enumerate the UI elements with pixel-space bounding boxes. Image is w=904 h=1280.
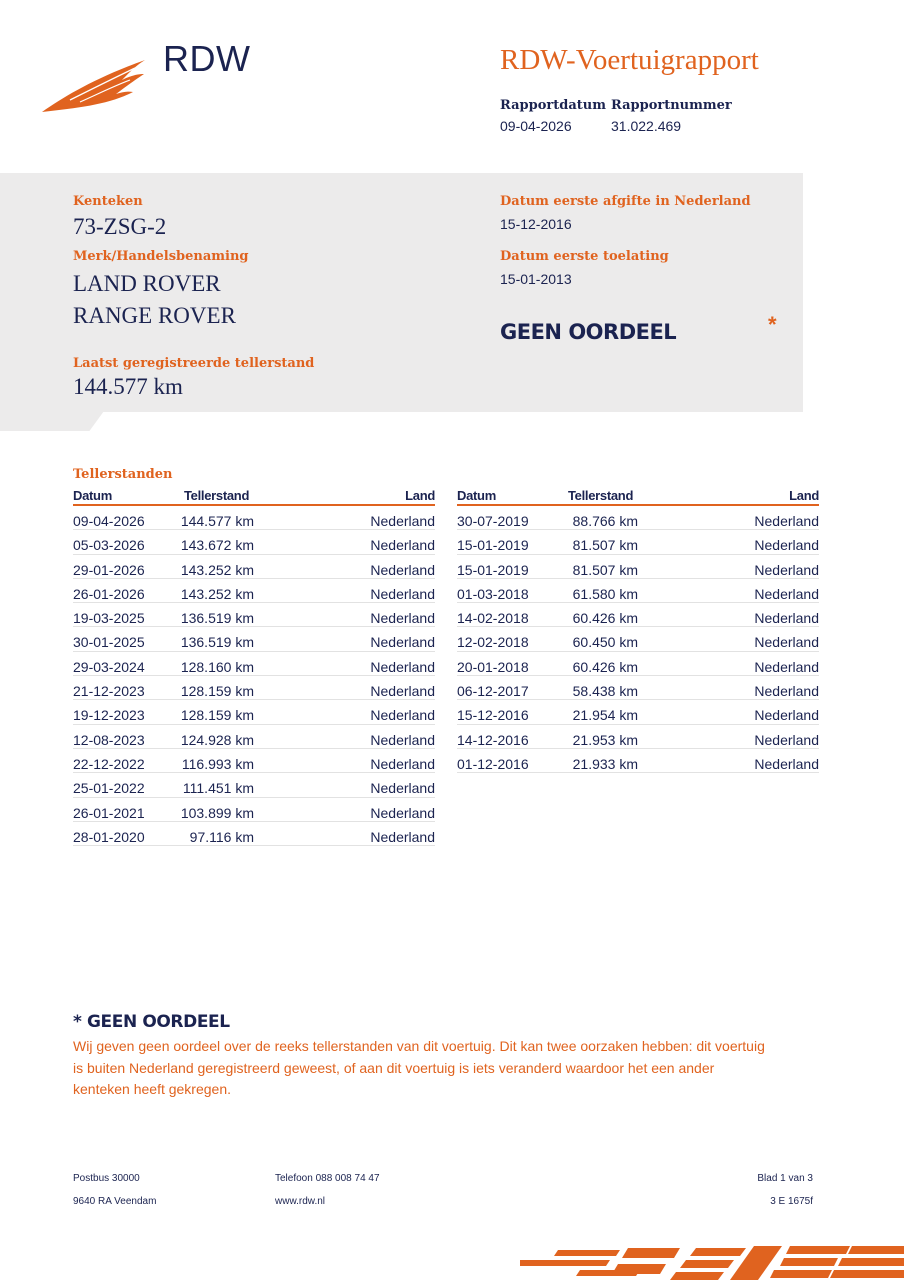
table-row bbox=[457, 506, 819, 530]
row-odometer: 128.159 km bbox=[180, 683, 254, 700]
row-country: Nederland bbox=[370, 513, 435, 529]
footer-page: Blad 1 van 3 bbox=[757, 1173, 813, 1184]
row-date: 15-01-2019 bbox=[457, 561, 529, 578]
row-date: 29-03-2024 bbox=[73, 658, 145, 675]
row-odometer: 60.426 km bbox=[572, 658, 638, 675]
row-country: Nederland bbox=[370, 610, 435, 627]
row-date: 01-12-2016 bbox=[457, 755, 529, 772]
odometer-value: 144.577 km bbox=[73, 374, 183, 399]
row-country: Nederland bbox=[370, 683, 435, 700]
row-odometer: 136.519 km bbox=[180, 610, 254, 627]
row-date: 29-01-2026 bbox=[73, 561, 145, 578]
row-country: Nederland bbox=[754, 658, 819, 675]
row-date: 30-01-2025 bbox=[73, 634, 145, 651]
footer-postbus: Postbus 30000 bbox=[73, 1173, 140, 1184]
row-odometer: 136.519 km bbox=[180, 634, 254, 651]
table-header bbox=[457, 488, 819, 506]
row-odometer: 103.899 km bbox=[180, 804, 254, 821]
row-date: 06-12-2017 bbox=[457, 683, 529, 700]
table-row bbox=[73, 530, 435, 554]
row-date: 26-01-2021 bbox=[73, 804, 145, 821]
table-row bbox=[457, 627, 819, 651]
table-row bbox=[457, 700, 819, 724]
row-odometer: 21.953 km bbox=[572, 731, 638, 748]
report-date: 09-04-2026 bbox=[500, 118, 572, 134]
table-row bbox=[457, 652, 819, 676]
row-date: 12-08-2023 bbox=[73, 731, 145, 748]
first-admission-value: 15-01-2013 bbox=[500, 271, 572, 287]
row-date: 30-07-2019 bbox=[457, 513, 529, 529]
report-number-label: Rapportnummer bbox=[611, 98, 732, 113]
table-row bbox=[457, 555, 819, 579]
row-odometer: 88.766 km bbox=[572, 513, 638, 529]
row-country: Nederland bbox=[370, 731, 435, 748]
row-country: Nederland bbox=[754, 610, 819, 627]
verdict-label: GEEN OORDEEL bbox=[500, 320, 677, 344]
footer-phone: Telefoon 088 008 74 47 bbox=[275, 1173, 380, 1184]
brand-name: RDW bbox=[163, 38, 251, 79]
footnote-text: Wij geven geen oordeel over de reeks tellerstanden van dit voertuig. Dit kan twee oorzaken hebben: dit voertuig is buiten Nederland geregistreerd geweest, of aan dit voertuig is iets veranderd waardoor het een ander kenteken heeft gekregen. bbox=[73, 1038, 765, 1097]
row-country: Nederland bbox=[754, 513, 819, 529]
row-date: 20-01-2018 bbox=[457, 658, 529, 675]
row-country: Nederland bbox=[370, 561, 435, 578]
readings-table-left bbox=[73, 488, 435, 846]
row-country: Nederland bbox=[370, 828, 435, 845]
row-country: Nederland bbox=[370, 585, 435, 602]
table-row bbox=[73, 725, 435, 749]
table-row bbox=[73, 676, 435, 700]
row-odometer: 144.577 km bbox=[180, 513, 254, 529]
table-row bbox=[457, 725, 819, 749]
report-title: RDW-Voertuigrapport bbox=[500, 44, 759, 76]
row-country: Nederland bbox=[754, 634, 819, 651]
table-row bbox=[73, 749, 435, 773]
first-issue-nl-label: Datum eerste afgifte in Nederland bbox=[500, 194, 751, 209]
row-date: 15-12-2016 bbox=[457, 707, 529, 724]
row-odometer: 111.451 km bbox=[182, 780, 254, 797]
row-odometer: 81.507 km bbox=[572, 537, 638, 554]
row-odometer: 124.928 km bbox=[180, 731, 254, 748]
rdw-stripes-icon bbox=[520, 1244, 904, 1280]
plate-value: 73-ZSG-2 bbox=[73, 214, 167, 239]
row-odometer: 116.993 km bbox=[181, 755, 254, 772]
row-date: 15-01-2019 bbox=[457, 537, 529, 554]
row-date: 09-04-2026 bbox=[73, 513, 145, 529]
row-country: Nederland bbox=[754, 707, 819, 724]
col-odometer-header: Tellerstand bbox=[568, 488, 634, 503]
row-country: Nederland bbox=[754, 731, 819, 748]
report-date-label: Rapportdatum bbox=[500, 98, 606, 113]
panel-tab-decoration bbox=[0, 411, 104, 431]
row-date: 28-01-2020 bbox=[73, 828, 145, 845]
row-country: Nederland bbox=[370, 658, 435, 675]
table-row bbox=[73, 798, 435, 822]
row-country: Nederland bbox=[754, 561, 819, 578]
row-odometer: 21.954 km bbox=[572, 707, 638, 724]
table-row bbox=[73, 579, 435, 603]
report-number: 31.022.469 bbox=[611, 118, 682, 134]
table-row bbox=[73, 822, 435, 846]
row-country: Nederland bbox=[370, 707, 435, 724]
table-row bbox=[457, 579, 819, 603]
row-odometer: 128.159 km bbox=[180, 707, 254, 724]
row-country: Nederland bbox=[754, 537, 819, 554]
readings-table-right bbox=[457, 488, 819, 773]
footnote-title: * GEEN OORDEEL bbox=[73, 1012, 230, 1032]
make-label: Merk/Handelsbenaming bbox=[73, 249, 249, 264]
row-country: Nederland bbox=[754, 683, 819, 700]
verdict-footnote-marker: * bbox=[768, 312, 777, 337]
table-row bbox=[457, 603, 819, 627]
table-row bbox=[73, 555, 435, 579]
footer-city: 9640 RA Veendam bbox=[73, 1196, 157, 1207]
row-date: 19-12-2023 bbox=[73, 707, 145, 724]
report-date-block bbox=[500, 98, 606, 134]
table-row bbox=[73, 652, 435, 676]
row-country: Nederland bbox=[370, 804, 435, 821]
col-date-header: Datum bbox=[457, 488, 496, 503]
rdw-logo-icon bbox=[40, 56, 150, 116]
row-country: Nederland bbox=[754, 585, 819, 602]
row-odometer: 60.426 km bbox=[572, 610, 638, 627]
row-country: Nederland bbox=[370, 634, 435, 651]
table-row bbox=[73, 773, 435, 797]
plate-label: Kenteken bbox=[73, 194, 143, 209]
row-odometer: 143.252 km bbox=[180, 585, 254, 602]
table-row bbox=[73, 603, 435, 627]
row-country: Nederland bbox=[370, 755, 435, 772]
row-odometer: 143.672 km bbox=[180, 537, 254, 554]
table-row bbox=[73, 506, 435, 530]
table-row bbox=[457, 676, 819, 700]
row-date: 05-03-2026 bbox=[73, 537, 145, 554]
first-admission-label: Datum eerste toelating bbox=[500, 249, 669, 264]
row-date: 25-01-2022 bbox=[73, 780, 145, 797]
report-number-block bbox=[611, 98, 732, 134]
row-country: Nederland bbox=[370, 780, 435, 797]
row-date: 12-02-2018 bbox=[457, 634, 529, 651]
row-date: 14-12-2016 bbox=[457, 731, 529, 748]
col-odometer-header: Tellerstand bbox=[184, 488, 250, 503]
row-odometer: 143.252 km bbox=[180, 561, 254, 578]
row-odometer: 58.438 km bbox=[572, 683, 638, 700]
table-row bbox=[73, 700, 435, 724]
row-odometer: 128.160 km bbox=[180, 658, 254, 675]
col-date-header: Datum bbox=[73, 488, 112, 503]
odometer-label: Laatst geregistreerde tellerstand bbox=[73, 356, 315, 371]
footer-code: 3 E 1675f bbox=[770, 1196, 813, 1207]
col-country-header: Land bbox=[789, 488, 819, 503]
row-date: 01-03-2018 bbox=[457, 585, 529, 602]
row-date: 22-12-2022 bbox=[73, 755, 145, 772]
row-odometer: 81.507 km bbox=[572, 561, 638, 578]
row-country: Nederland bbox=[370, 537, 435, 554]
readings-section-title: Tellerstanden bbox=[73, 467, 173, 482]
table-header bbox=[73, 488, 435, 506]
row-odometer: 97.116 km bbox=[189, 828, 254, 845]
row-odometer: 61.580 km bbox=[572, 585, 638, 602]
row-odometer: 21.933 km bbox=[572, 755, 638, 772]
table-row bbox=[73, 627, 435, 651]
row-date: 21-12-2023 bbox=[73, 683, 145, 700]
row-date: 26-01-2026 bbox=[73, 585, 145, 602]
make-value: LAND ROVER bbox=[73, 271, 221, 296]
footer-website: www.rdw.nl bbox=[275, 1196, 326, 1207]
row-date: 19-03-2025 bbox=[73, 610, 145, 627]
table-row bbox=[457, 749, 819, 773]
col-country-header: Land bbox=[405, 488, 435, 503]
first-issue-nl-value: 15-12-2016 bbox=[500, 216, 572, 232]
row-country: Nederland bbox=[754, 755, 819, 772]
table-row bbox=[457, 530, 819, 554]
row-odometer: 60.450 km bbox=[572, 634, 638, 651]
row-date: 14-02-2018 bbox=[457, 610, 529, 627]
model-value: RANGE ROVER bbox=[73, 303, 236, 328]
